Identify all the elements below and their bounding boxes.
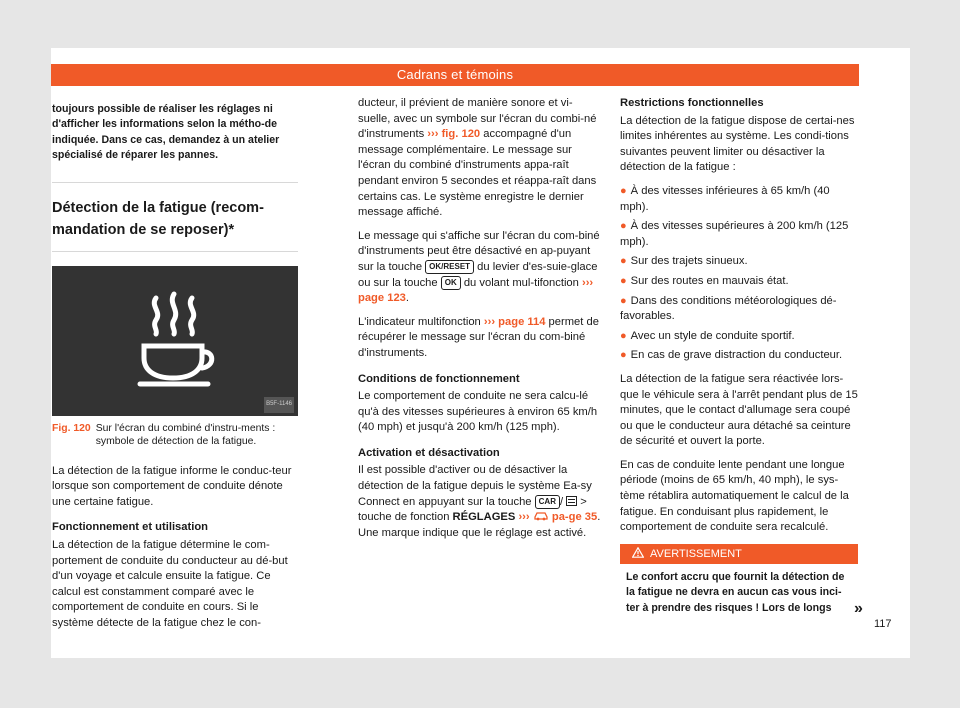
menu-icon [566,496,577,506]
intro-paragraph: toujours possible de réaliser les réglages ni d'afficher les informations selon la métho-de indiquée. Dans ce cas, demandez à un atelier spécialisé de réparer les pannes. [52,103,280,162]
text: / [559,495,567,508]
bullet-icon: ● [620,255,627,268]
page-header: Cadrans et témoins [51,64,859,86]
page-number: 117 [874,618,892,630]
text: du volant mul-tifonction [460,276,582,289]
subheading: Conditions de fonctionnement [358,372,520,385]
text: . [405,292,409,305]
settings-car-icon [533,510,549,521]
text: Le message qui s'affiche sur l'écran du com-biné d'instruments peut être désactivé en ap-puyant sur la touche [358,229,600,273]
ok-reset-key-icon: OK/RESET [425,260,474,274]
list-item-text: Avec un style de conduite sportif. [630,329,795,342]
list-item [620,254,858,270]
list-item [620,274,858,290]
subheading: Activation et désactivation [358,446,500,459]
section-title: Détection de la fatigue (recom-mandation de se reposer)* [52,182,298,252]
bullet-icon: ● [620,349,627,362]
figure-coffee-cup [52,266,298,416]
bullet-icon: ● [620,220,627,233]
text: accompagné d'un message complémentaire. Le message sur l'écran du combiné d'instruments appa-raît pendant environ 5 secondes et réappa-raît dans certains cas. Le système enregistre le dernier message affiché. [358,128,597,219]
list-item-text: À des vitesses supérieures à 200 km/h (125 mph). [620,220,849,248]
paragraph: En cas de conduite lente pendant une longue période (moins de 65 km/h, 40 mph), le sys-tème rétablira automatiquement le calcul de la fatigue. En conduisant plus rapidement, le comportement de conduite sera recalculé. [620,458,849,534]
paragraph [358,229,602,307]
text: RÉGLAGES [452,511,516,524]
bullet-icon: ● [620,184,627,197]
continued-marker: » [854,600,863,617]
list-item-text: En cas de grave distraction du conducteur. [630,349,843,362]
cross-reference-link[interactable]: ››› page 123 [358,276,594,305]
warning-triangle-icon [632,547,644,558]
paragraph: La détection de la fatigue informe le conduc-teur lorsque son comportement de conduite dénote une certaine fatigue. [52,464,292,508]
bullet-icon: ● [620,329,627,342]
text: ducteur, il prévient de manière sonore et vi-suelle, avec un symbole sur l'écran du combi-né d'instruments [358,97,597,141]
figure-reference: Fig. 120 [52,422,91,434]
list-item [620,294,858,325]
bullet-list [620,184,858,364]
cross-reference-link[interactable]: pa-ge 35 [548,511,598,524]
list-item-text: Dans des conditions météorologiques dé-favorables. [620,294,837,323]
list-item [620,348,858,364]
cross-reference-link[interactable]: ››› fig. 120 [427,128,481,141]
column-1 [52,102,298,640]
text: du levier d'es-suie-glace ou sur la touche [358,260,598,289]
figure-code: B5F-1146 [264,397,294,413]
column-2 [358,96,602,549]
coffee-cup-icon [52,266,298,416]
text: > touche de fonction [358,495,587,524]
paragraph [358,315,602,362]
paragraph [358,96,602,221]
text: permet de récupérer le message sur l'écran du com-biné d'instruments. [358,315,599,359]
text: Il est possible d'activer ou de désactiver la détection de la fatigue depuis le système Ea-sy Connect en appuyant sur la touche [358,464,592,508]
paragraph: La détection de la fatigue dispose de certai-nes limites inhérentes au système. Les condi-tions suivantes peuvent limiter ou désactiver la détection de la fatigue : [620,114,855,174]
column-3 [620,96,858,616]
list-item [620,329,858,345]
list-item [620,184,858,215]
figure-caption-text: Sur l'écran du combiné d'instru-ments : symbole de détection de la fatigue. [95,422,276,447]
list-item [620,219,858,250]
list-item-text: Sur des routes en mauvais état. [630,274,789,287]
paragraph: La détection de la fatigue sera réactivée lors-que le véhicule sera à l'arrêt pendant plus de 15 minutes, que le contact d'allumage sera coupé ou que le conducteur aura détaché sa ceinture de sécurité et ouvert la porte. [620,372,858,448]
bullet-icon: ● [620,294,627,307]
warning-box [620,544,858,616]
paragraph: Le comportement de conduite ne sera calcu-lé qu'à des vitesses supérieures à environ 65 km/h (40 mph) et jusqu'à 200 km/h (125 mph). [358,390,598,434]
list-item-text: À des vitesses inférieures à 65 km/h (40 mph). [620,184,830,213]
cross-reference-link[interactable]: ››› page 114 [483,315,546,328]
text: . Une marque indique que le réglage est activé. [358,511,601,539]
figure-caption [52,422,298,448]
subheading: Restrictions fonctionnelles [620,97,764,109]
text: L'indicateur multifonction [358,315,484,328]
car-key-icon: CAR [535,495,560,509]
paragraph [358,463,602,541]
bullet-icon: ● [620,274,627,287]
warning-header [620,544,858,564]
ok-key-icon: OK [441,276,461,290]
list-item-text: Sur des trajets sinueux. [630,255,748,268]
warning-text: Le confort accru que fournit la détection de la fatigue ne devra en aucun cas vous inci-ter à prendre des risques ! Lors de longs [626,570,845,614]
subheading: Fonctionnement et utilisation [52,521,209,534]
cross-reference-link[interactable]: ››› [515,511,533,524]
warning-title: AVERTISSEMENT [650,547,742,560]
paragraph: La détection de la fatigue détermine le com-portement de conduite du conducteur au dé-but d'un voyage et calcule ensuite la fatigue. Ce calcul est constamment comparé avec le comportement de conduite en cours. Si le système détecte de la fatigue chez le con- [52,539,288,629]
